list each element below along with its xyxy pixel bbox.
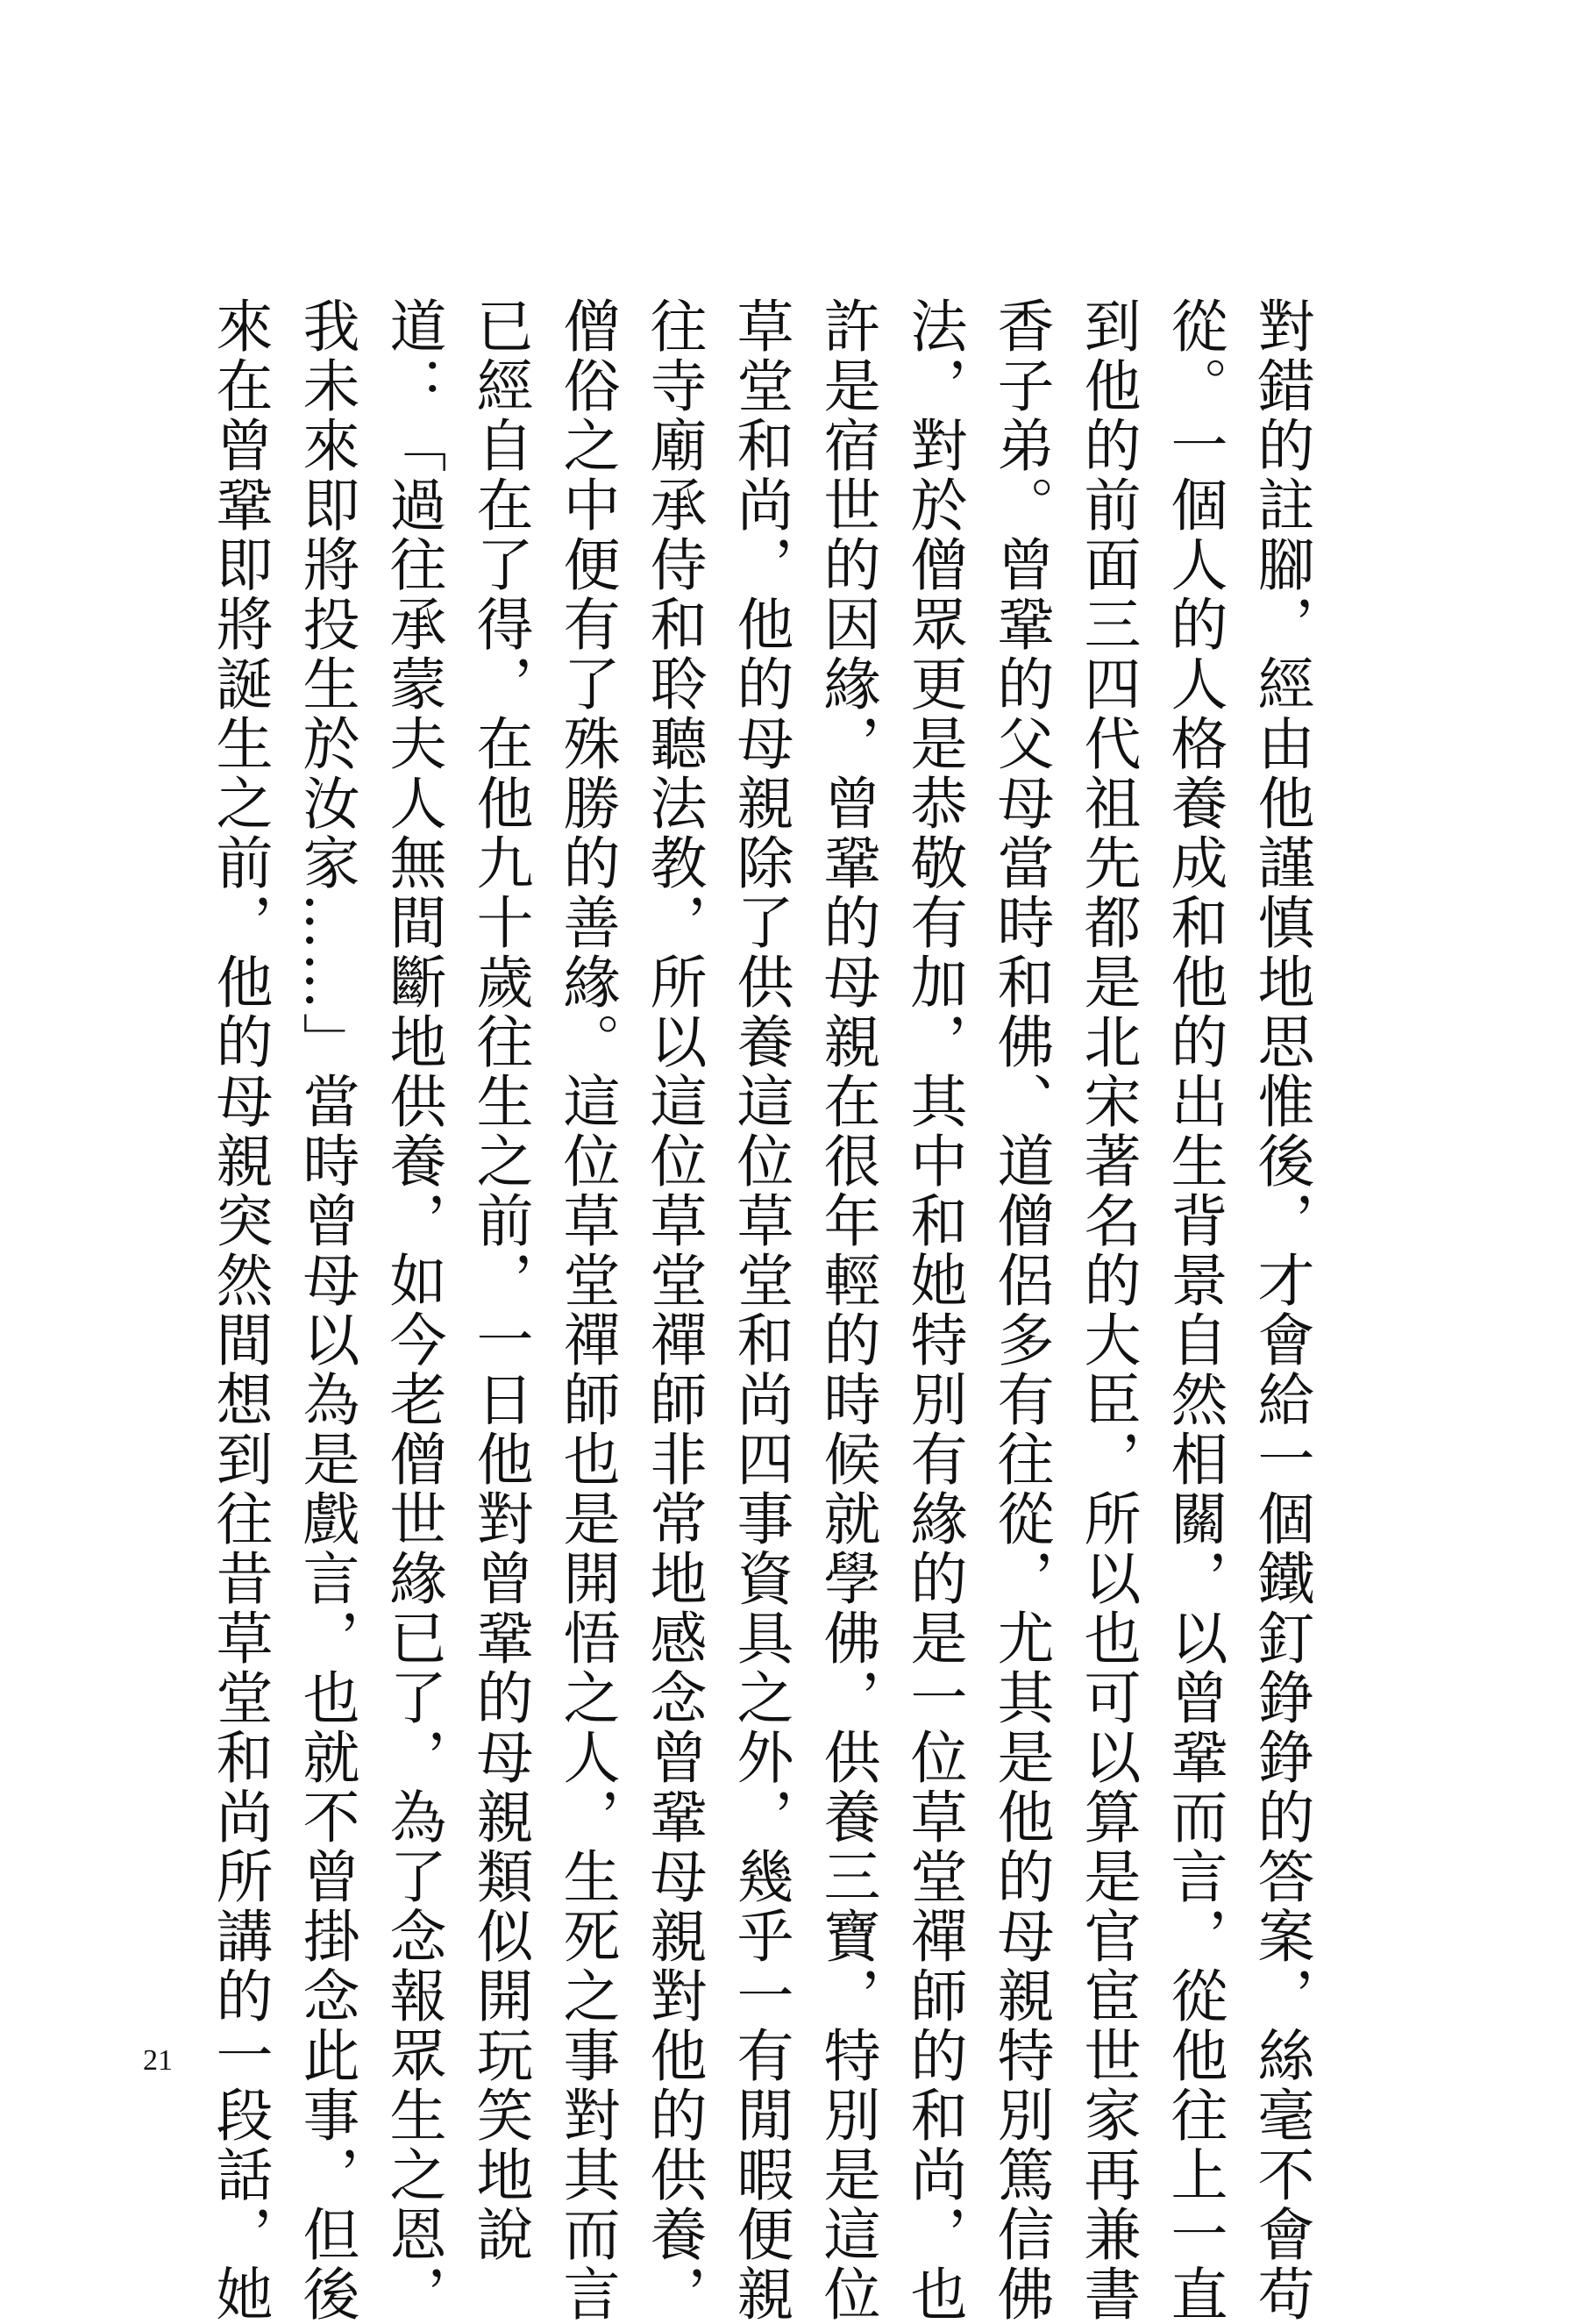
text-column: 來在曾鞏即將誕生之前，他的母親突然間想到往昔草堂和尚所講的一段話，她	[206, 296, 272, 2324]
text-column: 許是宿世的因緣，曾鞏的母親在很年輕的時候就學佛，供養三寶，特別是這位	[814, 296, 879, 2324]
text-column: 我未來即將投生於汝家……」當時曾母以為是戲言，也就不曾掛念此事，但後	[293, 296, 359, 2324]
body-text	[206, 296, 1324, 2324]
text-column: 已經自在了得，在他九十歲往生之前，一日他對曾鞏的母親類似開玩笑地說	[466, 296, 532, 2264]
text-column: 往寺廟承侍和聆聽法教，所以這位草堂禪師非常地感念曾鞏母親對他的供養，	[640, 296, 706, 2324]
text-column: 法，對於僧眾更是恭敬有加，其中和她特別有緣的是一位草堂禪師的和尚，也	[900, 296, 966, 2324]
text-column: 僧俗之中便有了殊勝的善緣。這位草堂禪師也是開悟之人，生死之事對其而言	[553, 296, 619, 2324]
text-column: 草堂和尚，他的母親除了供養這位草堂和尚四事資具之外，幾乎一有閒暇便親	[727, 296, 793, 2324]
text-column: 道：「過往承蒙夫人無間斷地供養，如今老僧世緣已了，為了念報眾生之恩，	[380, 296, 445, 2324]
text-column: 從。一個人的人格養成和他的出生背景自然相關，以曾鞏而言，從他往上一直	[1161, 296, 1227, 2324]
text-column: 香子弟。曾鞏的父母當時和佛、道僧侶多有往從，尤其是他的母親特別篤信佛	[987, 296, 1053, 2324]
page-number: 21	[143, 2044, 173, 2077]
text-column: 到他的前面三四代祖先都是北宋著名的大臣，所以也可以算是官宦世家再兼書	[1074, 296, 1140, 2324]
text-column: 對錯的註腳，經由他謹慎地思惟後，才會給一個鐵釘錚錚的答案，絲毫不會苟	[1248, 296, 1313, 2324]
